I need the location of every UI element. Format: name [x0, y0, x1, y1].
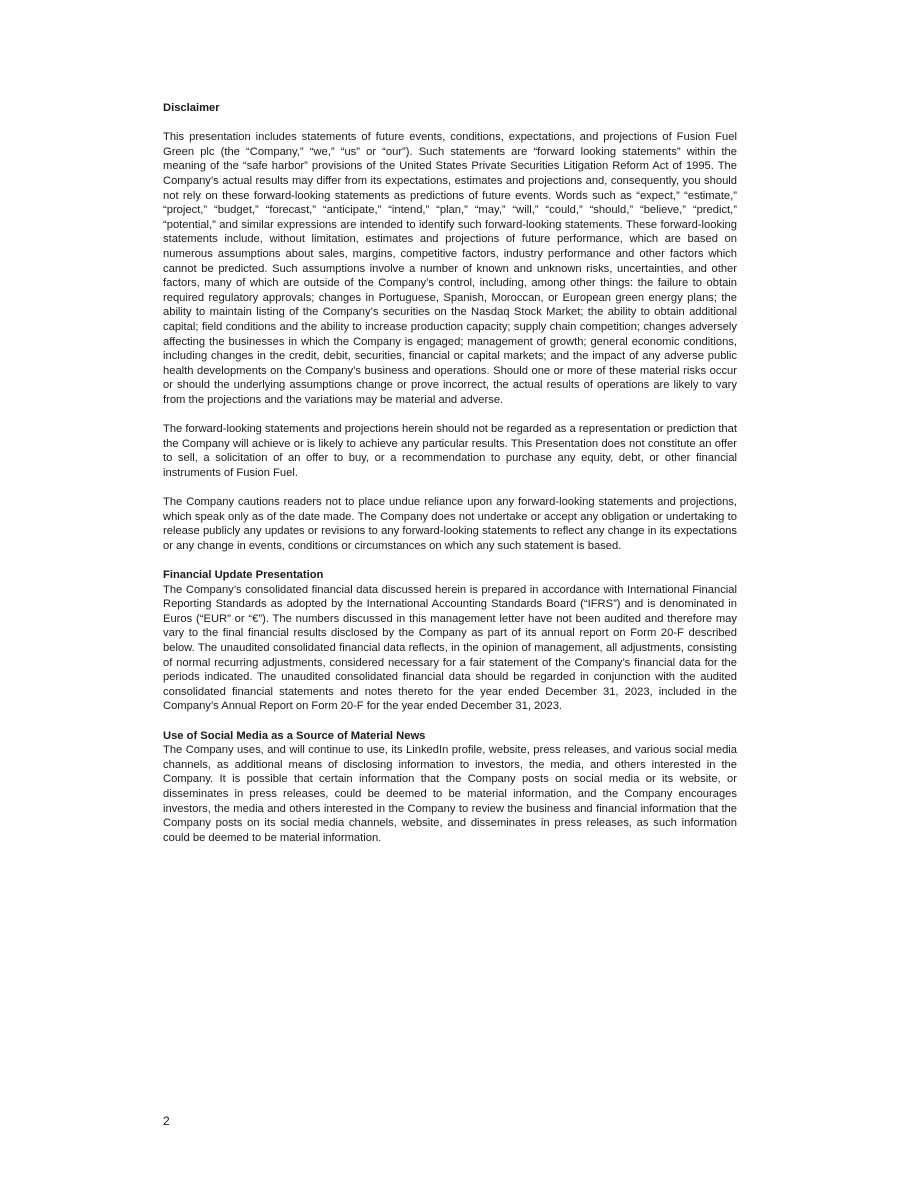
social-media-paragraph: The Company uses, and will continue to use, its LinkedIn profile, website, press releases, and various social media channels, as additional means of disclosing information to investors, the media, and others interested in the Company. It is possible that certain information that the Company posts on social media or its website, or disseminates in press releases, could be deemed to be material information, and the Company encourages investors, the media and others interested in the Company to review the business and financial information that the Company posts on its social media channels, website, and disseminates in press releases, as such information could be deemed to be material information. [163, 744, 737, 844]
financial-update-paragraph: The Company’s consolidated financial data discussed herein is prepared in accordance with International Financial Reporting Standards as adopted by the International Accounting Standards Board (“IFRS”) and is denominated in Euros (“EUR” or “€”). The numbers discussed in this management letter have not been audited and therefore may vary to the final financial results disclosed by the Company as part of its annual report on Form 20-F described below. The unaudited consolidated financial data reflects, in the opinion of management, all adjustments, consisting of normal recurring adjustments, considered necessary for a fair statement of the Company’s financial data for the periods indicated. The unaudited consolidated financial data should be regarded in conjunction with the audited consolidated financial statements and notes thereto for the year ended December 31, 2023, included in the Company’s Annual Report on Form 20-F for the year ended December 31, 2023. [163, 583, 737, 713]
disclaimer-paragraph-1: This presentation includes statements of future events, conditions, expectations, and projections of Fusion Fuel Green plc (the “Company,” “we,” “us” or “our”). Such statements are “forward looking statements” within the meaning of the “safe harbor” provisions of the United States Private Securities Litigation Reform Act of 1995. The Company’s actual results may differ from its expectations, estimates and projections and, consequently, you should not rely on these forward-looking statements as predictions of future events. Words such as “expect,” “estimate,” “project,” “budget,” “forecast,” “anticipate,” “intend,” “plan,” “may,” “will,” “could,” “should,” “believe,” “predict,” “potential,” and similar expressions are intended to identify such forward-looking statements. These forward-looking statements include, without limitation, estimates and projections of future performance, which are based on numerous assumptions about sales, margins, competitive factors, industry performance and other factors which cannot be predicted. Such assumptions involve a number of known and unknown risks, uncertainties, and other factors, many of which are outside of the Company’s control, including, among other things: the failure to obtain required regulatory approvals; changes in Portuguese, Spanish, Moroccan, or European green energy plans; the ability to maintain listing of the Company’s securities on the Nasdaq Stock Market; the ability to obtain additional capital; field conditions and the ability to increase production capacity; supply chain competition; changes adversely affecting the businesses in which the Company is engaged; management of growth; general economic conditions, including changes in the credit, debit, securities, financial or capital markets; and the impact of any adverse public health developments on the Company’s business and operations. Should one or more of these material risks occur or should the underlying assumptions change or prove incorrect, the actual results of operations are likely to vary from the projections and the variations may be material and adverse. [163, 131, 737, 406]
page-number: 2 [163, 1114, 170, 1128]
spacer [163, 480, 737, 495]
spacer [163, 714, 737, 729]
spacer [163, 116, 737, 131]
spacer [163, 553, 737, 568]
disclaimer-heading: Disclaimer [163, 102, 220, 114]
spacer [163, 407, 737, 422]
document-body [163, 101, 737, 845]
disclaimer-paragraph-2: The forward-looking statements and projections herein should not be regarded as a representation or prediction that the Company will achieve or is likely to achieve any particular results. This Presentation does not constitute an offer to sell, a solicitation of an offer to buy, or a recommendation to purchase any equity, debt, or other financial instruments of Fusion Fuel. [163, 423, 737, 479]
social-media-heading: Use of Social Media as a Source of Material News [163, 729, 426, 742]
financial-update-heading: Financial Update Presentation [163, 569, 324, 581]
disclaimer-paragraph-3: The Company cautions readers not to place undue reliance upon any forward-looking statements and projections, which speak only as of the date made. The Company does not undertake or accept any obligation or undertaking to release publicly any updates or revisions to any forward-looking statements to reflect any change in its expectations or any change in events, conditions or circumstances on which any such statement is based. [163, 496, 737, 552]
